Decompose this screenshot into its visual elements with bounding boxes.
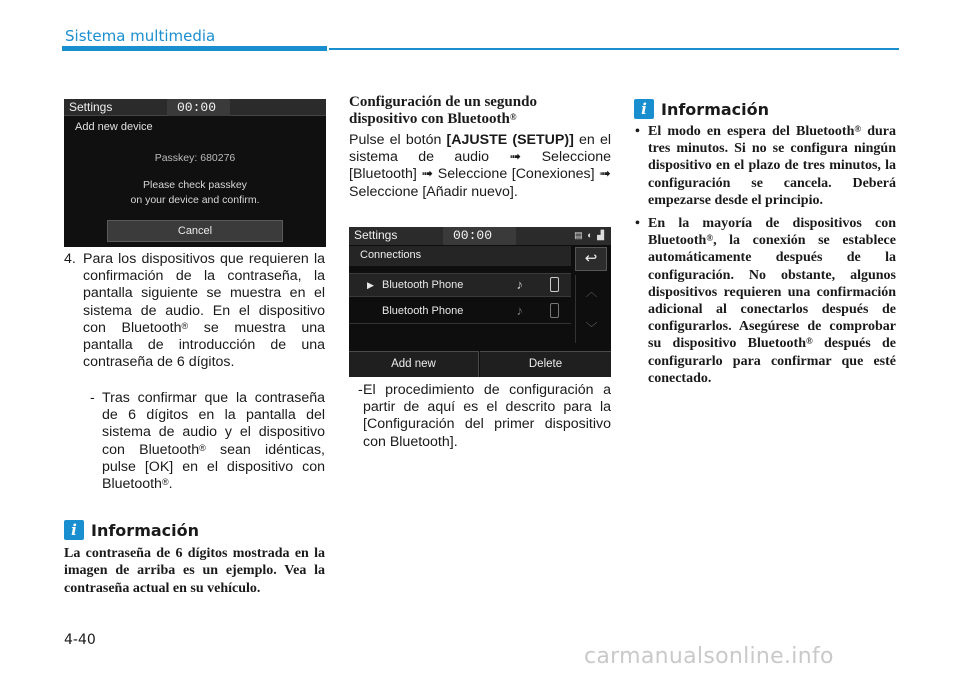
- phone-icon: [550, 277, 559, 292]
- screen-subtitle: Connections: [349, 246, 571, 266]
- header-rule-thick: [62, 46, 327, 51]
- passkey-text: Passkey: 680276: [154, 152, 236, 164]
- reg-mark: ®: [509, 112, 517, 122]
- setup-instructions: [349, 132, 611, 201]
- reg-mark: ®: [181, 320, 189, 331]
- screen-clock: 00:00: [167, 99, 230, 116]
- setup-button-name: [AJUSTE (SETUP)]: [446, 132, 574, 148]
- substep-part3: .: [168, 476, 173, 493]
- bullet-dot: •: [635, 216, 640, 232]
- info-heading-2: [634, 99, 769, 119]
- section-heading: [349, 94, 611, 128]
- music-note-icon: ♪: [516, 303, 523, 318]
- substep-confirm: [90, 390, 325, 493]
- step-text-part2: se muestra una pantalla de introducción de una contraseña de 6 dígitos.: [83, 319, 325, 371]
- screen-topbar: [349, 227, 611, 245]
- back-icon[interactable]: ↩: [575, 247, 607, 271]
- status-icons: ▤ ◐ ▟: [574, 230, 605, 240]
- chevron-down-icon[interactable]: ﹀: [585, 321, 598, 335]
- info-heading-1: [64, 520, 199, 540]
- note-text: El procedimiento de configuración a partir de aquí es el descrito para la [Configuración del primer dispositivo con Bluetooth].: [363, 382, 611, 450]
- page-number: 4-40: [64, 632, 96, 648]
- confirm-message-line1: Please check passkey: [143, 179, 247, 191]
- section-heading-line1: Configuración de un segundo: [349, 94, 537, 110]
- bullet1-part1: El modo en espera del Bluetooth: [648, 124, 855, 139]
- bullet1-part2: dura tres minutos. Si no se configura ningún dispositivo en el plazo de tres minutos, la configuración se cancela. Deberá empezarse desde el principio.: [648, 124, 896, 208]
- reg-mark: ®: [706, 233, 714, 244]
- bullet-dot: •: [635, 124, 640, 139]
- screen-title: Settings: [69, 100, 113, 114]
- info-label: Información: [91, 520, 200, 540]
- screenshot-passkey: [64, 99, 326, 247]
- setup-part1: Pulse el botón: [349, 132, 447, 148]
- substep-text: [102, 390, 325, 493]
- reg-mark: ®: [199, 442, 206, 453]
- bullet2-part2: , la conexión se establece automáticamente después de la configuración. No obstante, algunos dispositivos requieren una confirmación adicional al conectarlos después de configurarlos. Asegúrese de comprobar su dispositivo Bluetooth: [648, 233, 896, 352]
- bullet-item: [634, 123, 896, 209]
- info-bullets: [634, 123, 896, 393]
- info-icon: i: [634, 99, 654, 119]
- play-arrow-icon: ▶: [367, 280, 374, 290]
- substep-part1: Tras confirmar que la contraseña de 6 dígitos en la pantalla del sistema de audio y el dispositivo con Bluetooth: [102, 390, 325, 458]
- watermark: carmanualsonline.info: [584, 644, 834, 669]
- screen-topbar: [64, 99, 326, 116]
- bullet-item: [634, 215, 896, 387]
- phone-icon: [550, 303, 559, 318]
- step-number: 4.: [64, 251, 76, 267]
- info-icon: i: [64, 520, 84, 540]
- cancel-button[interactable]: Cancel: [107, 220, 283, 242]
- section-heading-line2: [349, 111, 611, 128]
- substep-dash: -: [90, 390, 95, 406]
- confirm-message: [64, 178, 326, 208]
- info-text-1: La contraseña de 6 dígitos mostrada en la imagen de arriba es un ejemplo. Vea la contraseña actual en su vehículo.: [64, 546, 325, 596]
- section-title: Sistema multimedia: [65, 27, 216, 45]
- screen-subtitle: Add new device: [75, 121, 153, 133]
- section-heading-line2-text: dispositivo con Bluetooth: [349, 111, 510, 127]
- setup-part2: en el sistema de audio ➟ Seleccione [Bluetooth] ➟ Seleccione [Conexiones] ➟ Seleccione [Añadir nuevo].: [349, 132, 611, 200]
- bullet2-part1: En la mayoría de dispositivos con Bluetooth: [648, 216, 896, 249]
- device-name: Bluetooth Phone: [382, 305, 464, 317]
- screenshot-connections: [349, 227, 611, 377]
- procedure-note: [349, 382, 611, 451]
- chevron-up-icon[interactable]: ︿: [585, 285, 598, 299]
- device-row[interactable]: [349, 300, 571, 324]
- reg-mark: ®: [854, 124, 862, 134]
- scrollbar[interactable]: [575, 275, 607, 343]
- info-label: Información: [661, 99, 770, 119]
- delete-button[interactable]: Delete: [480, 351, 611, 377]
- confirm-message-line2: on your device and confirm.: [130, 194, 260, 206]
- reg-mark: ®: [161, 477, 169, 488]
- step-text: [83, 251, 325, 371]
- screen-title: Settings: [354, 228, 398, 242]
- device-row[interactable]: [349, 273, 571, 297]
- substep-part2: sean idénticas, pulse [OK] en el dispositivo con Bluetooth: [102, 441, 325, 493]
- step-text-part1: Para los dispositivos que requieren la confirmación de la contraseña, la pantalla siguiente se muestra en el sistema de audio. En el dispositivo con Bluetooth: [83, 251, 325, 336]
- step-4: [64, 251, 325, 371]
- note-dash: -: [358, 382, 363, 398]
- add-new-button[interactable]: Add new: [349, 351, 479, 377]
- screen-clock: 00:00: [443, 227, 516, 245]
- header-rule-thin: [329, 48, 899, 50]
- reg-mark: ®: [805, 336, 813, 347]
- device-name: Bluetooth Phone: [382, 279, 464, 291]
- bullet2-part3: después de configurarlo para confirmar que esté conectado.: [648, 336, 897, 386]
- music-note-icon: ♪: [516, 277, 523, 292]
